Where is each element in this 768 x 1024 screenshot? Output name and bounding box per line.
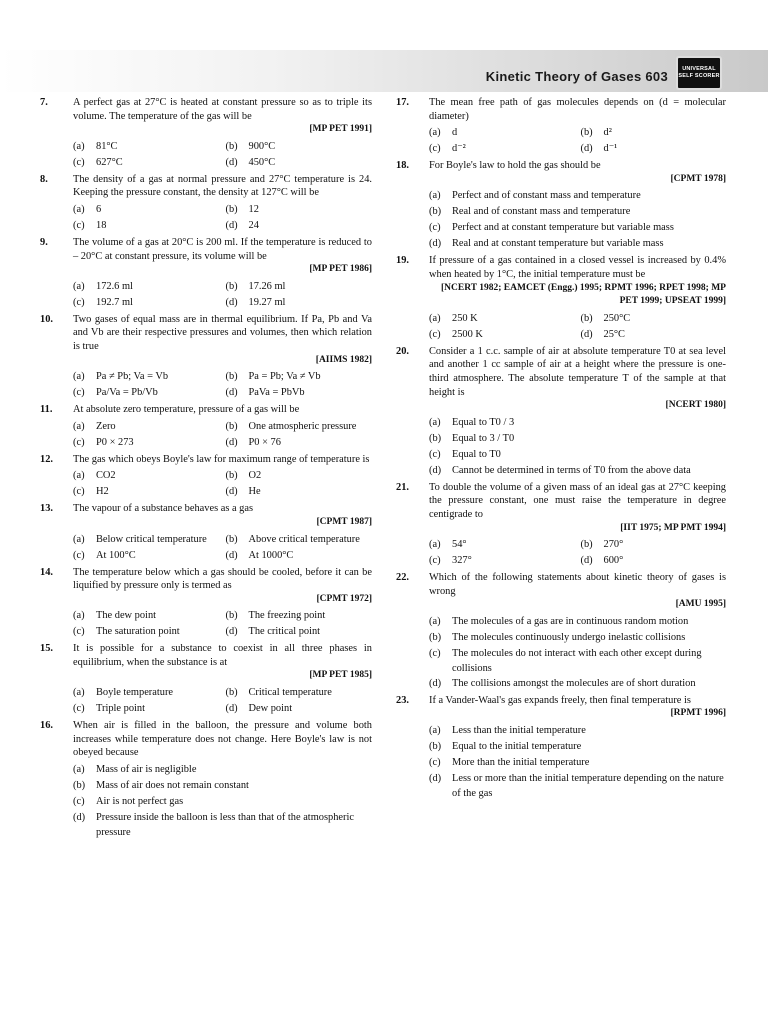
option-text: He — [248, 486, 261, 498]
answer-option — [226, 202, 373, 218]
option-text: Equal to T0 / 3 — [452, 416, 515, 428]
answer-option — [73, 419, 220, 435]
answer-option — [73, 701, 220, 717]
question-number: 9. — [40, 236, 48, 248]
option-letter: (c) — [73, 219, 85, 231]
option-text: 250 K — [452, 312, 478, 324]
option-text: Above critical temperature — [248, 533, 360, 545]
question-source: [RPMT 1996] — [670, 708, 726, 719]
option-text: The collisions amongst the molecules are of short duration — [452, 677, 696, 689]
option-text: Air is not perfect gas — [96, 795, 184, 807]
answer-option — [226, 685, 373, 701]
option-text: H2 — [96, 486, 109, 498]
option-text: Real and of constant mass and temperature — [452, 206, 631, 218]
option-text: d⁻² — [452, 143, 466, 155]
logo-line-2: SELF SCORER — [678, 73, 720, 79]
answer-option — [226, 608, 373, 624]
option-text: 25°C — [603, 328, 625, 340]
option-text: Real and at constant temperature but variable mass — [452, 238, 664, 250]
question-block — [396, 254, 726, 342]
option-letter: (c) — [73, 436, 85, 448]
option-text: Less or more than the initial temperature depending on the nature of the gas — [452, 773, 724, 800]
option-letter: (c) — [73, 486, 85, 498]
question-text: Which of the following statements about kinetic theory of gases is wrong — [429, 572, 726, 597]
answer-option — [73, 295, 220, 311]
option-text: 627°C — [96, 156, 123, 168]
question-block — [40, 236, 372, 311]
option-text: Zero — [96, 420, 116, 432]
option-letter: (d) — [429, 677, 442, 689]
options-list — [73, 608, 372, 640]
answer-option — [226, 139, 373, 155]
option-letter: (d) — [580, 143, 593, 155]
option-letter: (b) — [225, 280, 238, 292]
answer-option — [429, 630, 726, 646]
answer-option — [429, 614, 726, 630]
option-text: The critical point — [248, 626, 321, 638]
option-letter: (d) — [429, 464, 442, 476]
option-letter: (d) — [225, 486, 238, 498]
question-source: [NCERT 1982; EAMCET (Engg.) 1995; RPMT 1996; RPET 1998; MP PET 1999; UPSEAT 1999] — [440, 282, 726, 307]
option-letter: (a) — [429, 725, 441, 737]
question-source: [MP PET 1985] — [309, 670, 372, 681]
option-letter: (c) — [73, 703, 85, 715]
question-text: The density of a gas at normal pressure and 27°C temperature is 24. Keeping the pressure constant, the density at 127°C will be — [73, 173, 372, 199]
answer-option — [429, 646, 726, 676]
answer-option — [429, 723, 726, 739]
option-letter: (b) — [225, 140, 238, 152]
question-block — [40, 642, 372, 717]
option-letter: (c) — [73, 387, 85, 399]
option-text: 17.26 ml — [248, 280, 286, 292]
option-letter: (a) — [429, 416, 441, 428]
option-text: The saturation point — [96, 626, 180, 638]
option-text: Equal to the initial temperature — [452, 741, 582, 753]
question-block — [40, 96, 372, 171]
option-text: Cannot be determined in terms of T0 from the above data — [452, 464, 691, 476]
option-text: 19.27 ml — [248, 296, 286, 308]
answer-option — [429, 311, 575, 327]
answer-option — [226, 548, 373, 564]
answer-option — [73, 155, 220, 171]
question-source: [NCERT 1980] — [665, 400, 726, 411]
option-text: 900°C — [248, 140, 276, 152]
answer-option — [73, 608, 220, 624]
option-text: 54° — [452, 539, 467, 551]
question-number: 7. — [40, 97, 48, 108]
option-letter: (c) — [429, 328, 441, 340]
question-text: The gas which obeys Boyle's law for maximum range of temperature is — [73, 453, 370, 465]
option-text: CO2 — [96, 470, 116, 482]
question-number: 13. — [40, 503, 53, 515]
option-letter: (a) — [73, 687, 85, 699]
question-number: 15. — [40, 643, 53, 655]
options-list — [73, 202, 372, 234]
answer-option — [429, 204, 726, 220]
answer-option — [226, 701, 373, 717]
answer-option — [226, 385, 373, 401]
option-text: Critical temperature — [248, 687, 332, 699]
option-text: 24 — [248, 219, 259, 231]
answer-option — [226, 532, 373, 548]
answer-option — [429, 739, 726, 755]
option-text: 600° — [603, 555, 624, 567]
option-letter: (b) — [225, 470, 238, 482]
answer-option — [581, 327, 727, 343]
option-text: Equal to 3 / T0 — [452, 432, 515, 444]
option-letter: (d) — [429, 238, 442, 250]
option-letter: (a) — [73, 280, 85, 292]
option-text: Below critical temperature — [96, 533, 207, 545]
option-letter: (a) — [429, 190, 441, 202]
option-text: 250°C — [603, 312, 631, 324]
left-column — [40, 96, 372, 842]
answer-option — [226, 484, 373, 500]
answer-option — [73, 468, 220, 484]
option-letter: (d) — [225, 219, 238, 231]
option-text: At 1000°C — [248, 549, 294, 561]
option-letter: (a) — [73, 140, 85, 152]
answer-option — [73, 369, 220, 385]
answer-option — [429, 125, 575, 141]
question-number: 23. — [396, 694, 409, 706]
option-letter: (d) — [580, 555, 593, 567]
question-text: The volume of a gas at 20°C is 200 ml. If the temperature is reduced to – 20°C at constant pressure, its volume will be — [73, 236, 372, 262]
question-number: 22. — [396, 572, 409, 584]
option-letter: (d) — [225, 549, 238, 561]
option-text: Mass of air is negligible — [96, 763, 197, 775]
question-number: 10. — [40, 313, 53, 325]
answer-option — [429, 236, 726, 252]
question-block — [396, 481, 726, 569]
options-list — [73, 685, 372, 717]
option-text: d⁻¹ — [603, 143, 618, 155]
question-block — [396, 96, 726, 157]
option-letter: (c) — [429, 647, 441, 659]
options-list — [73, 419, 372, 451]
option-text: d — [452, 127, 458, 139]
option-letter: (d) — [580, 328, 593, 340]
question-text: Two gases of equal mass are in thermal equilibrium. If Pa, Pb and Va and Vb are their respective pressures and volumes, then which relation is true — [73, 313, 372, 352]
option-text: Equal to T0 — [452, 448, 501, 460]
question-block — [40, 566, 372, 641]
question-block — [396, 571, 726, 692]
answer-option — [581, 125, 727, 141]
option-letter: (a) — [429, 312, 441, 324]
option-letter: (c) — [73, 296, 85, 308]
option-text: 2500 K — [452, 328, 483, 340]
option-letter: (d) — [225, 296, 238, 308]
question-block — [40, 403, 372, 451]
option-letter: (c) — [429, 448, 441, 460]
option-letter: (a) — [73, 203, 85, 215]
question-source: [MP PET 1986] — [309, 264, 372, 275]
answer-option — [226, 295, 373, 311]
option-text: PaVa = PbVb — [248, 387, 305, 399]
option-text: The molecules do not interact with each other except during collisions — [452, 647, 702, 674]
question-block — [40, 313, 372, 401]
question-source: [IIT 1975; MP PMT 1994] — [620, 522, 726, 533]
answer-option — [429, 220, 726, 236]
option-letter: (b) — [225, 533, 238, 545]
answer-option — [429, 431, 726, 447]
option-text: 192.7 ml — [96, 296, 133, 308]
option-letter: (b) — [225, 420, 238, 432]
question-block — [40, 173, 372, 234]
option-letter: (a) — [429, 539, 441, 551]
question-number: 17. — [396, 97, 409, 108]
answer-option — [429, 447, 726, 463]
option-text: Mass of air does not remain constant — [96, 779, 249, 791]
option-text: 172.6 ml — [96, 280, 133, 292]
option-text: Triple point — [96, 703, 145, 715]
option-letter: (b) — [429, 631, 442, 643]
question-number: 21. — [396, 481, 409, 493]
right-column — [396, 96, 726, 803]
question-text: It is possible for a substance to coexist in all three phases in equilibrium, when the substance is at — [73, 643, 372, 668]
option-letter: (c) — [429, 555, 441, 567]
option-letter: (a) — [73, 371, 85, 383]
option-letter: (b) — [225, 610, 238, 622]
answer-option — [226, 218, 373, 234]
option-text: O2 — [248, 470, 262, 482]
answer-option — [226, 155, 373, 171]
option-text: Less than the initial temperature — [452, 725, 586, 737]
page-title: Kinetic Theory of Gases 603 — [485, 69, 668, 84]
option-letter: (a) — [73, 533, 85, 545]
answer-option — [429, 327, 575, 343]
question-block — [396, 345, 726, 479]
option-letter: (a) — [73, 420, 85, 432]
answer-option — [73, 484, 220, 500]
question-text: The mean free path of gas molecules depends on (d = molecular diameter) — [429, 97, 726, 122]
option-letter: (b) — [429, 432, 442, 444]
options-list — [73, 532, 372, 564]
answer-option — [429, 141, 575, 157]
option-text: Pa = Pb; Va ≠ Vb — [248, 371, 321, 383]
option-text: At 100°C — [96, 549, 136, 561]
option-text: 327° — [452, 555, 472, 567]
answer-option — [73, 685, 220, 701]
question-block — [396, 159, 726, 252]
option-letter: (b) — [580, 539, 593, 551]
options-list — [429, 723, 726, 801]
options-list — [73, 468, 372, 500]
option-text: Pa ≠ Pb; Va = Vb — [96, 371, 169, 383]
question-number: 19. — [396, 255, 409, 267]
answer-option — [73, 202, 220, 218]
question-text: Consider a 1 c.c. sample of air at absolute temperature T0 at sea level and another 1 cc sample of air at a height where the pressure is one-third atmosphere. The absolute temperature T of the sample at that height is — [429, 345, 726, 398]
options-list — [429, 537, 726, 569]
option-letter: (d) — [225, 156, 238, 168]
question-source: [MP PET 1991] — [309, 124, 372, 135]
answer-option — [73, 435, 220, 451]
option-text: P0 × 273 — [96, 436, 134, 448]
answer-option — [73, 139, 220, 155]
question-number: 12. — [40, 453, 53, 465]
option-text: d² — [603, 127, 612, 139]
option-letter: (a) — [73, 470, 85, 482]
question-number: 20. — [396, 345, 409, 357]
question-number: 8. — [40, 173, 48, 185]
answer-option — [73, 548, 220, 564]
option-text: Perfect and at constant temperature but variable mass — [452, 222, 674, 234]
question-text: To double the volume of a given mass of an ideal gas at 27°C keeping the pressure constant, one must raise the temperature in degree centigrade to — [429, 481, 726, 520]
option-letter: (b) — [225, 371, 238, 383]
option-text: Perfect and of constant mass and temperature — [452, 190, 641, 202]
question-text: If pressure of a gas contained in a closed vessel is increased by 0.4% when heated by 1°C, the initial temperature must be — [429, 255, 726, 280]
options-list — [73, 762, 372, 840]
option-letter: (d) — [429, 773, 442, 785]
option-letter: (c) — [73, 549, 85, 561]
option-text: 18 — [96, 219, 107, 231]
answer-option — [73, 218, 220, 234]
option-text: 12 — [248, 203, 259, 215]
answer-option — [429, 553, 575, 569]
option-letter: (c) — [73, 795, 85, 807]
option-text: One atmospheric pressure — [248, 420, 357, 432]
answer-option — [226, 624, 373, 640]
question-text: The vapour of a substance behaves as a gas — [73, 503, 254, 515]
answer-option — [73, 385, 220, 401]
answer-option — [429, 463, 726, 479]
publisher-logo — [676, 56, 722, 90]
question-source: [CPMT 1987] — [316, 516, 372, 527]
option-letter: (c) — [73, 626, 85, 638]
logo-line-1: UNIVERSAL — [682, 66, 716, 72]
answer-option — [429, 415, 726, 431]
answer-option — [73, 279, 220, 295]
option-letter: (c) — [429, 222, 441, 234]
question-source: [AIIMS 1982] — [315, 354, 372, 365]
option-text: Pressure inside the balloon is less than that of the atmospheric pressure — [96, 811, 354, 838]
question-block — [40, 502, 372, 563]
option-text: Boyle temperature — [96, 687, 174, 699]
answer-option — [73, 810, 372, 840]
option-letter: (a) — [429, 615, 441, 627]
option-letter: (b) — [580, 312, 593, 324]
option-text: 270° — [603, 539, 624, 551]
question-number: 16. — [40, 720, 53, 732]
option-letter: (a) — [73, 610, 85, 622]
answer-option — [226, 468, 373, 484]
option-text: The freezing point — [248, 610, 326, 622]
option-text: The molecules continuously undergo inelastic collisions — [452, 631, 686, 643]
option-text: Dew point — [248, 703, 293, 715]
question-source: [AMU 1995] — [675, 599, 726, 610]
answer-option — [226, 279, 373, 295]
question-number: 11. — [40, 404, 53, 416]
option-text: More than the initial temperature — [452, 757, 590, 769]
option-letter: (c) — [429, 757, 441, 769]
answer-option — [429, 537, 575, 553]
options-list — [73, 279, 372, 311]
question-source: [CPMT 1972] — [316, 593, 372, 604]
answer-option — [429, 676, 726, 692]
question-text: For Boyle's law to hold the gas should be — [429, 160, 601, 172]
option-text: 81°C — [96, 140, 118, 152]
answer-option — [73, 624, 220, 640]
option-letter: (d) — [225, 703, 238, 715]
answer-option — [73, 532, 220, 548]
option-text: The dew point — [96, 610, 157, 622]
option-letter: (a) — [429, 127, 441, 139]
options-list — [73, 139, 372, 171]
answer-option — [581, 311, 727, 327]
options-list — [73, 369, 372, 401]
answer-option — [429, 755, 726, 771]
option-letter: (b) — [225, 687, 238, 699]
options-list — [429, 614, 726, 692]
option-letter: (d) — [225, 626, 238, 638]
option-letter: (b) — [429, 206, 442, 218]
answer-option — [226, 435, 373, 451]
answer-option — [73, 762, 372, 778]
option-text: P0 × 76 — [248, 436, 281, 448]
options-list — [429, 415, 726, 479]
options-list — [429, 188, 726, 252]
option-letter: (a) — [73, 763, 85, 775]
option-letter: (b) — [580, 127, 593, 139]
answer-option — [73, 778, 372, 794]
answer-option — [429, 188, 726, 204]
answer-option — [226, 369, 373, 385]
question-number: 14. — [40, 566, 53, 578]
option-text: 450°C — [248, 156, 276, 168]
question-text: At absolute zero temperature, pressure of a gas will be — [73, 404, 300, 416]
answer-option — [429, 771, 726, 801]
option-letter: (b) — [225, 203, 238, 215]
question-block — [396, 694, 726, 801]
option-letter: (c) — [429, 143, 441, 155]
options-list — [429, 125, 726, 157]
question-text: When air is filled in the balloon, the pressure and volume both increases while temperature does not change. Here Boyle's law is not obeyed because — [73, 720, 372, 759]
option-letter: (b) — [73, 779, 86, 791]
answer-option — [581, 141, 727, 157]
answer-option — [226, 419, 373, 435]
option-letter: (d) — [73, 811, 86, 823]
question-block — [40, 719, 372, 840]
option-text: The molecules of a gas are in continuous random motion — [452, 615, 689, 627]
options-list — [429, 311, 726, 343]
option-letter: (c) — [73, 156, 85, 168]
option-letter: (d) — [225, 436, 238, 448]
option-letter: (b) — [429, 741, 442, 753]
question-text: The temperature below which a gas should be cooled, before it can be liquified by pressure only is termed as — [73, 566, 372, 592]
answer-option — [581, 553, 727, 569]
question-number: 18. — [396, 160, 409, 172]
answer-option — [581, 537, 727, 553]
answer-option — [73, 794, 372, 810]
question-source: [CPMT 1978] — [670, 173, 726, 184]
question-block — [40, 453, 372, 501]
question-text: If a Vander-Waal's gas expands freely, then final temperature is — [429, 694, 691, 706]
option-text: 6 — [96, 203, 102, 215]
option-text: Pa/Va = Pb/Vb — [96, 387, 158, 399]
question-text: A perfect gas at 27°C is heated at constant pressure so as to triple its volume. The temperature of the gas will be — [73, 97, 372, 122]
option-letter: (d) — [225, 387, 238, 399]
